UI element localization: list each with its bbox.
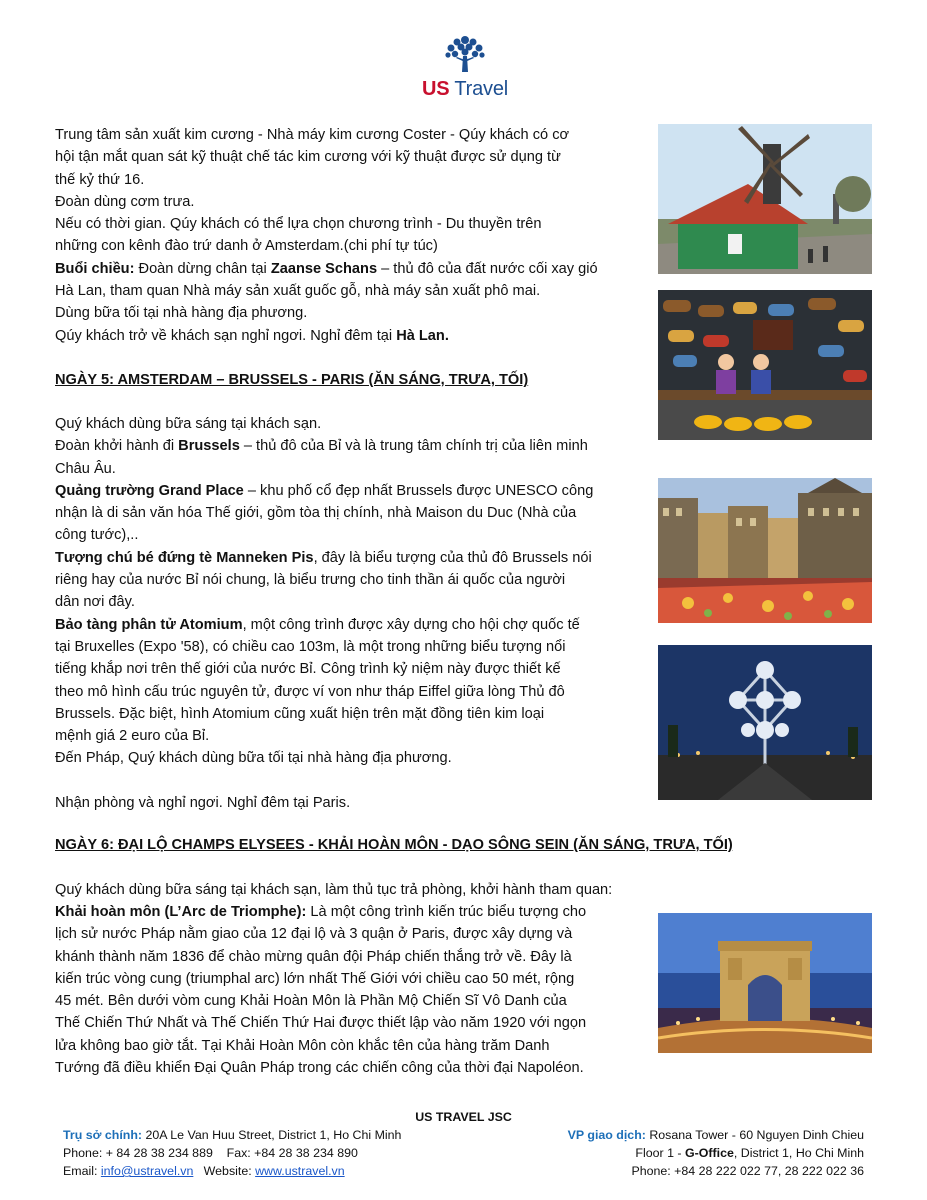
day4-continuation <box>55 124 655 347</box>
text-line: Quý khách dùng bữa sáng tại khách sạn. <box>55 416 322 432</box>
text-line: Đoàn dùng cơm trưa. <box>55 193 195 210</box>
text-line: lửa không bao giờ tắt. Tại Khải Hoàn Môn còn khắc tên của hàng trăm Danh <box>55 1037 550 1054</box>
text-line: 45 mét. Bên dưới vòm cung Khải Hoàn Môn là Phần Mộ Chiến Sĩ Vô Danh của <box>55 993 567 1010</box>
text-line: theo mô hình cấu trúc nguyên tử, được ví von như tháp Eiffel giữa lòng Thủ đô <box>55 683 565 700</box>
arc-line: Khải hoàn môn (L’Arc de Triomphe): Là một công trình kiến trúc biểu tượng cho <box>55 904 587 920</box>
text-line: tại Bruxelles (Expo '58), có chiều cao 103m, là một trong những biểu tượng nổi <box>55 638 566 655</box>
text-line: dân nơi đây. <box>55 594 135 611</box>
day6-intro: Quý khách dùng bữa sáng tại khách sạn, làm thủ tục trả phòng, khởi hành tham quan: <box>55 882 613 898</box>
text-line: nhận là di sản văn hóa Thế giới, gồm tòa thị chính, nhà Maison du Duc (Nhà của <box>55 505 577 522</box>
text-line: thế kỷ thứ 16. <box>55 171 145 188</box>
arc-de-triomphe-photo <box>658 913 872 1053</box>
grand-place-photo <box>658 478 872 623</box>
depart-line: Đoàn khởi hành đi Brussels – thủ đô của Bỉ và là trung tâm chính trị của liên minh <box>55 438 588 455</box>
text-line: riêng hay của nước Bỉ nói chung, là biểu trưng cho tinh thần ái quốc của người <box>55 572 566 589</box>
atomium-line: Bảo tàng phân tử Atomium, một công trình được xây dựng cho hội chợ quốc tế <box>55 616 580 633</box>
text-line: Nếu có thời gian. Qúy khách có thể lựa chọn chương trình - Du thuyền trên <box>55 216 542 233</box>
atomium-photo <box>658 645 872 800</box>
brand-name: US Travel <box>421 78 508 100</box>
text-line: Đến Pháp, Quý khách dùng bữa tối tại nhà hàng địa phương. <box>55 750 452 767</box>
text-line: Trung tâm sản xuất kim cương - Nhà máy kim cương Coster - Qúy khách có cơ <box>55 127 570 143</box>
windmill-photo <box>658 124 872 274</box>
text-line: mệnh giá 2 euro của Bỉ. <box>55 728 210 745</box>
text-line: công tước),.. <box>55 527 139 544</box>
head-office-info <box>63 1126 401 1180</box>
trading-office-info <box>568 1126 864 1180</box>
website-link[interactable]: www.ustravel.vn <box>255 1164 345 1178</box>
office-floor-line: Floor 1 - G-Office, District 1, Ho Chi Minh <box>635 1146 864 1160</box>
text-line: Dùng bữa tối tại nhà hàng địa phương. <box>55 305 308 322</box>
clogs-photo <box>658 290 872 440</box>
company-name: US TRAVEL JSC <box>415 1110 512 1124</box>
email-website-line: Email: info@ustravel.vn Website: www.ustravel.vn <box>63 1164 345 1178</box>
blank-line <box>55 770 655 792</box>
text-line: tiếng khắp nơi trên thế giới của nước Bỉ. Công trình kỷ niệm này được thiết kế <box>55 661 561 678</box>
email-link[interactable]: info@ustravel.vn <box>100 1164 194 1178</box>
manneken-pis-line: Tượng chú bé đứng tè Manneken Pis, đây là biểu tượng của thủ đô Brussels nói <box>55 549 592 566</box>
overnight-line: Qúy khách trở về khách sạn nghỉ ngơi. Nghỉ đêm tại Hà Lan. <box>55 327 449 344</box>
phone-fax-line: Phone: + 84 28 38 234 889 Fax: +84 28 38 234 890 <box>63 1146 358 1160</box>
afternoon-paragraph: Buổi chiều: Đoàn dừng chân tại Zaanse Schans – thủ đô của đất nước cối xay gió <box>55 260 598 277</box>
text-line: Châu Âu. <box>55 460 116 477</box>
text-line: lịch sử nước Pháp nằm giao của 12 đại lộ và 3 quận ở Paris, được xây dựng và <box>55 926 573 943</box>
text-line: kiến trúc vòng cung (triumphal arc) lớn nhất Thế Giới với chiều cao 50 mét, rộng <box>55 970 575 987</box>
tree-icon <box>442 32 488 76</box>
day6-heading: NGÀY 6: ĐẠI LỘ CHAMPS ELYSEES - KHẢI HOÀN MÔN - DẠO SÔNG SEIN (ĂN SÁNG, TRƯA, TỐI) <box>55 837 733 853</box>
text-line: những con kênh đào trứ danh ở Amsterdam.(chi phí tự túc) <box>55 238 438 255</box>
text-line: Nhận phòng và nghỉ ngơi. Nghỉ đêm tại Paris. <box>55 795 351 812</box>
text-line: Hà Lan, tham quan Nhà máy sản xuất guốc gỗ, nhà máy sản xuất phô mai. <box>55 283 541 300</box>
hq-address-line: Trụ sở chính: 20A Le Van Huu Street, District 1, Ho Chi Minh <box>63 1128 402 1142</box>
us-travel-logo <box>405 32 525 102</box>
office-phone-line: Phone: +84 28 222 022 77, 28 222 022 36 <box>631 1164 864 1178</box>
text-line: Brussels. Đặc biệt, hình Atomium cũng xuất hiện trên mặt đồng tiên kim loại <box>55 705 545 722</box>
day5-body <box>55 413 655 814</box>
text-line: khánh thành năm 1836 để chào mừng quân đội Pháp chiến thắng trở về. Đây là <box>55 948 572 965</box>
day5-heading: NGÀY 5: AMSTERDAM – BRUSSELS - PARIS (ĂN SÁNG, TRƯA, TỐI) <box>55 372 529 388</box>
text-line: Tướng đã điều khiển Đại Quân Pháp trong các chiến công của thời đại Napoléon. <box>55 1060 584 1077</box>
grand-place-line: Quảng trường Grand Place – khu phố cổ đẹp nhất Brussels được UNESCO công <box>55 482 594 499</box>
text-line: Thế Chiến Thứ Nhất và Thế Chiến Thứ Hai được thiết lập vào năm 1920 với ngọn <box>55 1015 587 1032</box>
text-line: hội tận mắt quan sát kỹ thuật chế tác kim cương với kỹ thuật được sử dụng từ <box>55 149 561 166</box>
day6-body <box>55 901 655 1079</box>
office-address-line: VP giao dịch: Rosana Tower - 60 Nguyen Dinh Chieu <box>567 1128 864 1142</box>
